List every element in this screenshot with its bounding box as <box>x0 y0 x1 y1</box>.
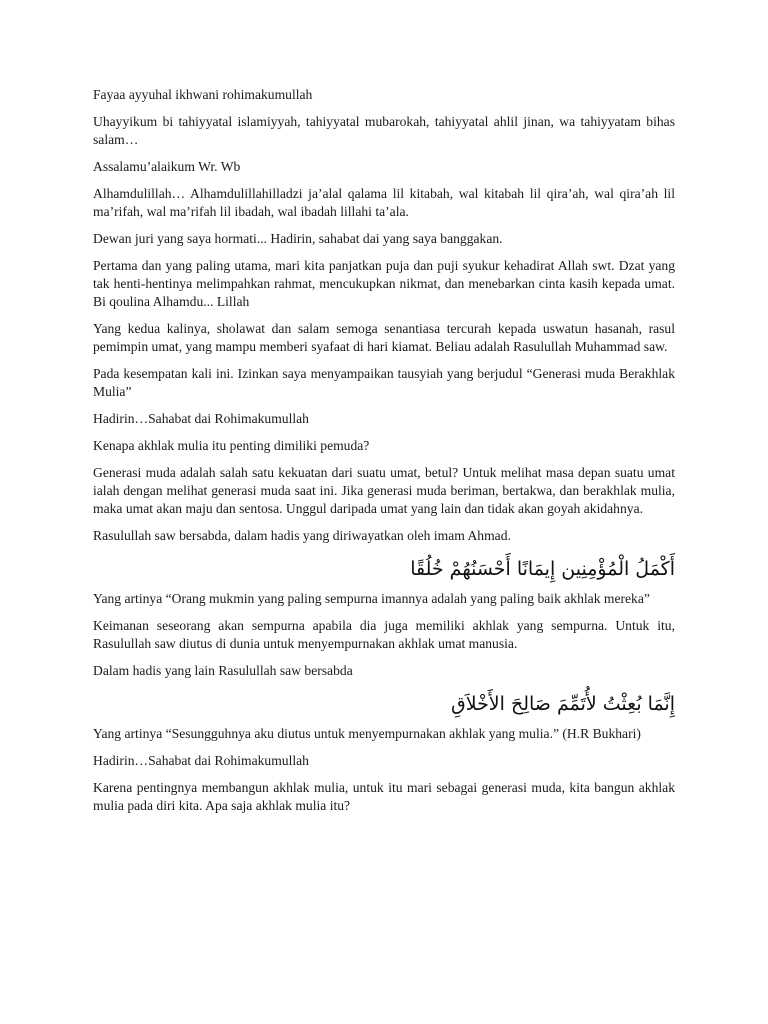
paragraph-sholawat: Yang kedua kalinya, sholawat dan salam semoga senantiasa tercurah kepada uswatun hasanah, rasul pemimpin umat, yang mampu memberi syafaat di hari kiamat. Beliau adalah Rasulullah Muhammad saw. <box>93 321 675 354</box>
paragraph-greeting-opening: Fayaa ayyuhal ikhwani rohimakumullah <box>93 87 313 102</box>
paragraph-hamdalah: Alhamdulillah… Alhamdulillahilladzi ja’alal qalama lil kitabah, wal kitabah lil qira’ah, wal qira’ah lil ma’rifah, wal ma’rifah lil ibadah, wal ibadah lillahi ta’ala. <box>93 186 675 219</box>
paragraph-hadis-meaning-2: Yang artinya “Sesungguhnya aku diutus untuk menyempurnakan akhlak yang mulia.” (H.R Bukhari) <box>93 726 641 741</box>
paragraph-hadis-meaning-1: Yang artinya “Orang mukmin yang paling sempurna imannya adalah yang paling baik akhlak mereka” <box>93 591 650 606</box>
paragraph-keimanan: Keimanan seseorang akan sempurna apabila dia juga memiliki akhlak yang sempurna. Untuk itu, Rasulullah saw diutus di dunia untuk menyempurnakan akhlak umat manusia. <box>93 618 675 651</box>
paragraph-topic-intro: Pada kesempatan kali ini. Izinkan saya menyampaikan tausyiah yang berjudul “Generasi muda Berakhlak Mulia” <box>93 366 675 399</box>
paragraph-generasi-muda: Generasi muda adalah salah satu kekuatan dari suatu umat, betul? Untuk melihat masa depan suatu umat ialah dengan melihat generasi muda saat ini. Jika generasi muda beriman, bertakwa, dan berakhlak mulia, maka umat akan maju dan sentosa. Unggul daripada umat yang lain dan tidak akan goyah akidahnya. <box>93 465 675 516</box>
paragraph-assalamualaikum: Assalamu’alaikum Wr. Wb <box>93 159 241 174</box>
document-body <box>93 86 675 824</box>
arabic-hadis-2: إِنَّمَا بُعِثْتُ لأُتَمِّمَ صَالِحَ الأَخْلاَقِ <box>450 693 675 715</box>
paragraph-hadis-intro-2: Dalam hadis yang lain Rasulullah saw bersabda <box>93 663 353 678</box>
paragraph-question: Kenapa akhlak mulia itu penting dimiliki pemuda? <box>93 438 370 453</box>
paragraph-address-audience: Dewan juri yang saya hormati... Hadirin, sahabat dai yang saya banggakan. <box>93 231 503 246</box>
paragraph-hadis-intro-1: Rasulullah saw bersabda, dalam hadis yang diriwayatkan oleh imam Ahmad. <box>93 528 511 543</box>
paragraph-hadirin-2: Hadirin…Sahabat dai Rohimakumullah <box>93 753 309 768</box>
paragraph-greeting-salam: Uhayyikum bi tahiyyatal islamiyyah, tahiyyatal mubarokah, tahiyyatal ahlil jinan, wa tahiyyatam bihas salam… <box>93 114 675 147</box>
paragraph-hadirin-1: Hadirin…Sahabat dai Rohimakumullah <box>93 411 309 426</box>
arabic-hadis-1: أَكْمَلُ الْمُؤْمِنِين إِيمَانًا أَحْسَنُهُمْ خُلُقًا <box>410 558 675 580</box>
paragraph-gratitude: Pertama dan yang paling utama, mari kita panjatkan puja dan puji syukur kehadirat Allah swt. Dzat yang tak henti-hentinya melimpahkan rahmat, mencukupkan nikmat, dan menebarkan cinta kasih kepada umat. Bi qoulina Alhamdu... Lillah <box>93 258 675 309</box>
paragraph-closing-question: Karena pentingnya membangun akhlak mulia, untuk itu mari sebagai generasi muda, kita bangun akhlak mulia pada diri kita. Apa saja akhlak mulia itu? <box>93 780 675 813</box>
